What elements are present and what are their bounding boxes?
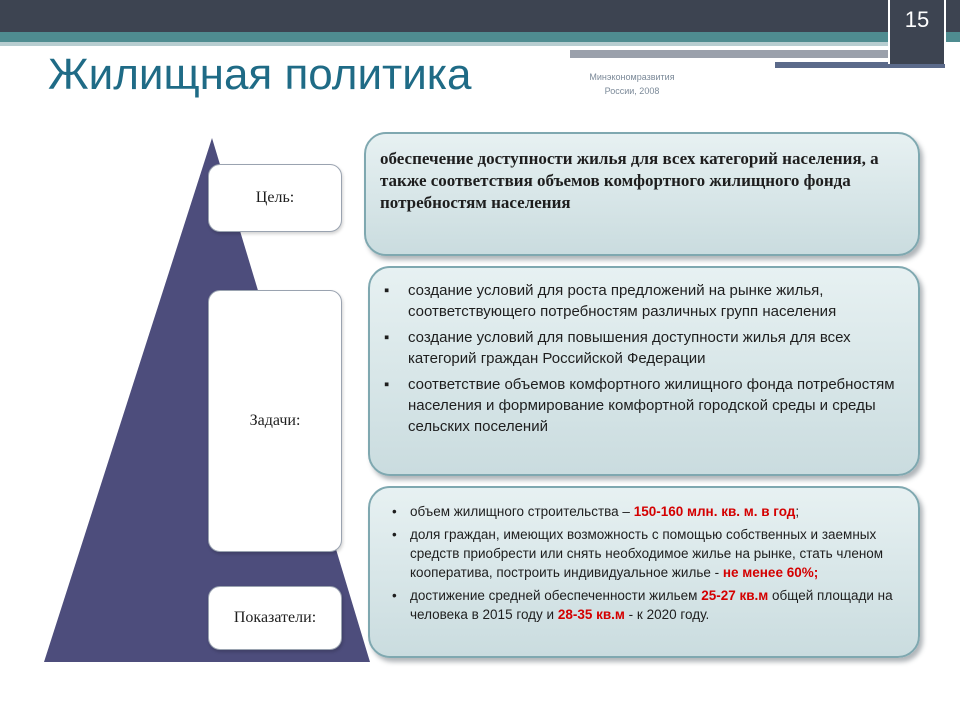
- bullet: •: [392, 504, 397, 519]
- label-goal: Цель:: [208, 164, 342, 232]
- page-title: Жилищная политика: [48, 50, 472, 99]
- indicator-highlight: 28-35 кв.м: [557, 607, 625, 622]
- bullet: ▪: [384, 329, 390, 346]
- goal-text: обеспечение доступности жилья для всех категорий населения, а также соответствия объемов комфортного жилищного фонда потребностям населения: [380, 149, 879, 212]
- list-item: [392, 586, 908, 624]
- indicator-text: - к 2020 году.: [624, 607, 710, 622]
- tasks-list: [384, 280, 910, 442]
- label-tasks: Задачи:: [208, 290, 342, 552]
- source-line-1: Минэкономразвития: [589, 72, 675, 82]
- bullet: ▪: [384, 282, 390, 299]
- indicators-box: [368, 486, 920, 658]
- indicator-highlight: 150-160 млн. кв. м. в год: [633, 504, 796, 519]
- task-text: создание условий для повышения доступности жилья для всех категорий граждан Российской Федерации: [408, 329, 851, 367]
- goal-box: [364, 132, 920, 256]
- list-item: [392, 502, 908, 521]
- bullet: •: [392, 588, 397, 603]
- slide-number: 15: [888, 0, 946, 64]
- tasks-box: [368, 266, 920, 476]
- indicator-text: доля граждан, имеющих возможность с помощью собственных и заемных средств приобрести или снять необходимое жилье на рынке, стать членом кооператива, построить индивидуальное жилье -: [410, 527, 884, 580]
- indicator-highlight: не менее 60%;: [722, 565, 819, 580]
- indicators-list: [392, 502, 908, 628]
- indicator-text: достижение средней обеспеченности жильем: [410, 588, 702, 603]
- indicator-text: объем жилищного строительства –: [410, 504, 634, 519]
- bullet: ▪: [384, 376, 390, 393]
- task-text: соответствие объемов комфортного жилищного фонда потребностям населения и формирование комфортной городской среды и среды сельских поселений: [408, 376, 895, 435]
- indicator-highlight: 25-27 кв.м: [701, 588, 769, 603]
- label-indicators: Показатели:: [208, 586, 342, 650]
- indicator-text: общей площади на человека в 2015 году и: [410, 588, 893, 622]
- list-item: [384, 280, 910, 322]
- list-item: [384, 327, 910, 369]
- source-line-2: России, 2008: [604, 86, 660, 96]
- list-item: [392, 525, 908, 582]
- indicator-text: ;: [795, 504, 800, 519]
- bullet: •: [392, 527, 397, 542]
- task-text: создание условий для роста предложений на рынке жилья, соответствующего потребностям различных групп населения: [408, 282, 837, 320]
- list-item: [384, 374, 910, 437]
